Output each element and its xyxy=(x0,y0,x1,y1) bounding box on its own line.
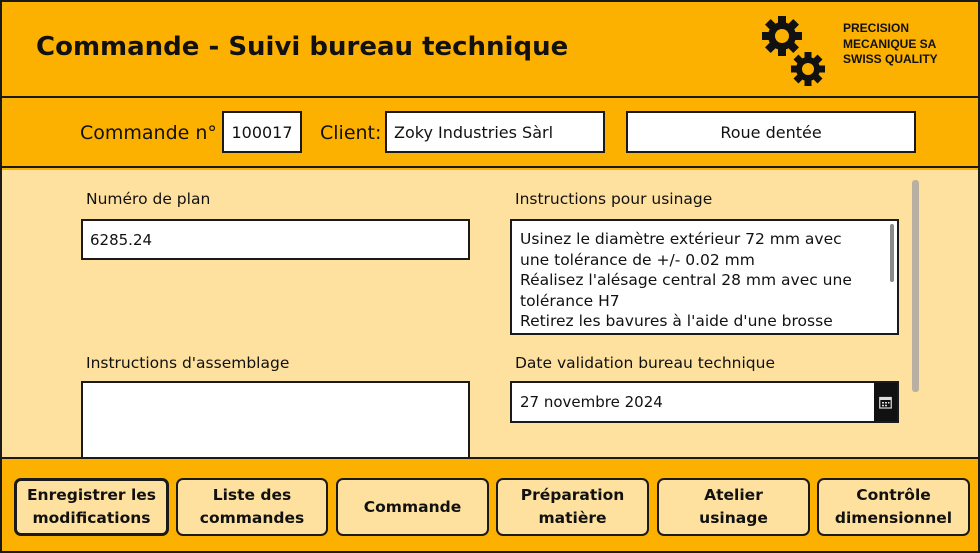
validation-date-input[interactable] xyxy=(510,381,899,423)
order-number-field[interactable]: 100017 xyxy=(222,111,302,153)
button-label-line: Préparation xyxy=(520,486,625,504)
button-label-line: matière xyxy=(538,509,607,527)
validation-date-value: 27 novembre 2024 xyxy=(520,393,663,411)
button-label-line: Contrôle xyxy=(856,486,931,504)
save-changes-button[interactable] xyxy=(14,478,169,536)
machining-line: Retirez les bavures à l'aide d'une brosse xyxy=(520,312,833,330)
assembly-instructions-textarea[interactable] xyxy=(81,381,470,459)
machining-line: Usinez le diamètre extérieur 72 mm avec xyxy=(520,230,842,248)
company-line: SWISS QUALITY xyxy=(843,52,938,66)
plan-number-input[interactable]: 6285.24 xyxy=(81,219,470,260)
bottom-nav xyxy=(2,461,978,551)
client-label: Client: xyxy=(320,122,382,144)
button-label-line: Atelier xyxy=(704,486,763,504)
machining-workshop-button[interactable] xyxy=(657,478,810,536)
textarea-scrollbar[interactable] xyxy=(890,224,894,282)
dimensional-control-button[interactable] xyxy=(817,478,970,536)
order-list-button[interactable] xyxy=(176,478,328,536)
machining-instructions-textarea[interactable] xyxy=(510,219,899,335)
validation-date-label: Date validation bureau technique xyxy=(515,354,775,372)
company-line: MECANIQUE SA xyxy=(843,36,937,51)
button-label-line: Commande xyxy=(363,497,462,516)
machining-line: une tolérance de +/- 0.02 mm xyxy=(520,250,755,269)
header xyxy=(2,2,978,98)
button-label-line: Enregistrer les xyxy=(26,486,157,504)
machining-line: Réalisez l'alésage central 28 mm avec une xyxy=(520,271,852,289)
button-label-line: dimensionnel xyxy=(834,509,953,527)
form-scrollbar[interactable] xyxy=(912,180,919,392)
assembly-instructions-label: Instructions d'assemblage xyxy=(86,354,290,372)
calendar-icon[interactable] xyxy=(874,383,897,421)
company-name xyxy=(843,21,938,68)
button-label-line: modifications xyxy=(32,509,151,527)
page-title: Commande - Suivi bureau technique xyxy=(36,32,569,62)
client-field[interactable]: Zoky Industries Sàrl xyxy=(385,111,605,153)
plan-number-label: Numéro de plan xyxy=(86,190,211,208)
button-label-line: Liste des xyxy=(212,486,292,504)
order-bar xyxy=(2,98,978,168)
button-label-line: commandes xyxy=(199,509,305,527)
machining-instructions-label: Instructions pour usinage xyxy=(515,190,713,208)
company-line: PRECISION xyxy=(843,21,910,35)
gears-icon xyxy=(758,14,830,88)
order-number-label: Commande n° xyxy=(80,122,217,144)
form-area xyxy=(2,170,978,459)
machining-line: tolérance H7 xyxy=(520,291,620,310)
product-field[interactable]: Roue dentée xyxy=(626,111,916,153)
material-preparation-button[interactable] xyxy=(496,478,649,536)
button-label-line: usinage xyxy=(699,509,768,527)
order-button[interactable] xyxy=(336,478,489,536)
